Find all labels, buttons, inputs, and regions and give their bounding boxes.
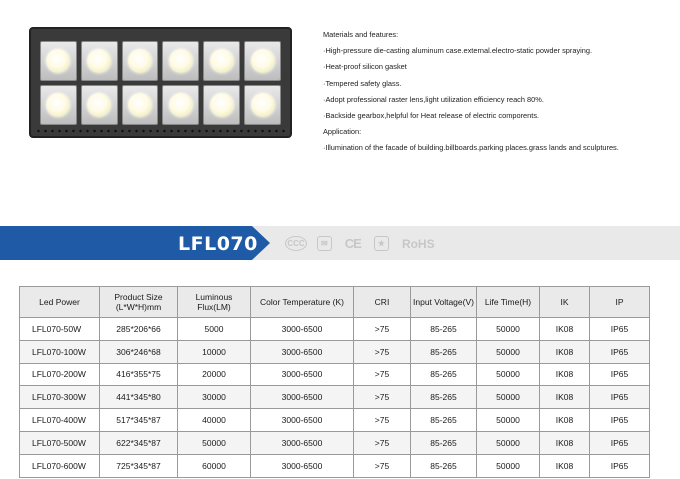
led-chip	[169, 49, 193, 73]
table-cell: >75	[354, 318, 411, 341]
feature-item: ·Adopt professional raster lens,light utilization efficiency reach 80%.	[323, 94, 544, 104]
table-cell: 10000	[178, 340, 251, 363]
led-chip	[128, 49, 152, 73]
table-cell: IP65	[590, 431, 650, 454]
table-cell: 3000-6500	[251, 454, 354, 477]
feature-item: ·Backside gearbox,helpful for Heat release of electric comporents.	[323, 111, 540, 121]
table-cell: >75	[354, 431, 411, 454]
table-cell: >75	[354, 386, 411, 409]
table-cell: 50000	[477, 386, 540, 409]
table-cell: 85-265	[411, 363, 477, 386]
table-cell: IP65	[590, 454, 650, 477]
table-cell: IK08	[540, 386, 590, 409]
table-cell: 50000	[477, 363, 540, 386]
led-chip	[251, 93, 275, 117]
table-cell: IK08	[540, 409, 590, 432]
table-cell: IK08	[540, 340, 590, 363]
table-cell: 85-265	[411, 454, 477, 477]
table-cell: 50000	[477, 409, 540, 432]
table-cell: IP65	[590, 340, 650, 363]
led-chip	[128, 93, 152, 117]
table-row	[20, 431, 650, 454]
features-section	[323, 27, 678, 157]
table-cell: 3000-6500	[251, 363, 354, 386]
application-text: ·Illumination of the facade of building.billboards.parking places.grass lands and sculptures.	[323, 143, 619, 153]
table-row	[20, 340, 650, 363]
table-cell: >75	[354, 340, 411, 363]
led-cell	[203, 85, 240, 125]
table-cell: LFL070-100W	[20, 340, 100, 363]
led-cell	[162, 85, 199, 125]
table-cell: LFL070-400W	[20, 409, 100, 432]
table-cell: 441*345*80	[100, 386, 178, 409]
table-cell: 50000	[477, 431, 540, 454]
table-cell: IK08	[540, 454, 590, 477]
table-cell: 3000-6500	[251, 431, 354, 454]
weee-icon: ★	[374, 236, 389, 251]
table-cell: 50000	[477, 340, 540, 363]
led-cell	[122, 41, 159, 81]
column-header: Led Power	[20, 287, 100, 318]
column-header: Life Time(H)	[477, 287, 540, 318]
table-cell: 3000-6500	[251, 386, 354, 409]
table-cell: 50000	[477, 454, 540, 477]
table-cell: IK08	[540, 318, 590, 341]
column-header: Luminous Flux(LM)	[178, 287, 251, 318]
table-cell: IK08	[540, 363, 590, 386]
led-cell	[81, 85, 118, 125]
table-cell: 306*246*68	[100, 340, 178, 363]
cert-logos	[285, 236, 438, 251]
table-cell: 50000	[477, 318, 540, 341]
led-chip	[87, 49, 111, 73]
spec-table	[19, 286, 650, 478]
table-cell: LFL070-600W	[20, 454, 100, 477]
mount-holes	[35, 129, 286, 133]
table-cell: LFL070-200W	[20, 363, 100, 386]
led-chip	[87, 93, 111, 117]
ce-icon: CE	[344, 236, 361, 251]
column-header: IP	[590, 287, 650, 318]
column-header: Product Size (L*W*H)mm	[100, 287, 178, 318]
table-cell: 20000	[178, 363, 251, 386]
sound-icon: ✉	[317, 236, 332, 251]
features-heading: Materials and features:	[323, 30, 399, 39]
led-chip	[46, 93, 70, 117]
led-chip	[210, 93, 234, 117]
table-cell: 725*345*87	[100, 454, 178, 477]
model-title: LFL070	[178, 233, 258, 255]
table-cell: 285*206*66	[100, 318, 178, 341]
table-cell: 3000-6500	[251, 318, 354, 341]
table-cell: LFL070-50W	[20, 318, 100, 341]
column-header: Color Temperature (K)	[251, 287, 354, 318]
rohs-icon: RoHS	[401, 236, 435, 251]
feature-item: ·High-pressure die-casting aluminum case.external.electro-static powder spraying.	[323, 46, 593, 56]
table-cell: LFL070-500W	[20, 431, 100, 454]
table-cell: 85-265	[411, 340, 477, 363]
table-cell: 517*345*87	[100, 409, 178, 432]
table-cell: 5000	[178, 318, 251, 341]
table-cell: 40000	[178, 409, 251, 432]
table-cell: 85-265	[411, 409, 477, 432]
table-cell: 622*345*87	[100, 431, 178, 454]
table-cell: 3000-6500	[251, 409, 354, 432]
table-cell: IP65	[590, 318, 650, 341]
product-image	[29, 27, 292, 138]
ccc-icon: CCC	[285, 236, 307, 251]
table-cell: 50000	[178, 431, 251, 454]
feature-item: ·Heat-proof silicon gasket	[323, 62, 407, 72]
led-chip	[251, 49, 275, 73]
led-cell	[203, 41, 240, 81]
table-cell: >75	[354, 454, 411, 477]
table-cell: IP65	[590, 409, 650, 432]
led-chip	[210, 49, 234, 73]
table-cell: >75	[354, 409, 411, 432]
table-cell: IK08	[540, 431, 590, 454]
feature-item: ·Tempered safety glass.	[323, 78, 402, 88]
led-module-grid	[40, 41, 281, 125]
led-cell	[162, 41, 199, 81]
table-cell: 85-265	[411, 318, 477, 341]
led-chip	[46, 49, 70, 73]
table-cell: 3000-6500	[251, 340, 354, 363]
model-banner	[0, 226, 680, 260]
led-chip	[169, 93, 193, 117]
table-cell: 30000	[178, 386, 251, 409]
table-cell: IP65	[590, 363, 650, 386]
table-cell: 60000	[178, 454, 251, 477]
table-row	[20, 454, 650, 477]
table-row	[20, 386, 650, 409]
led-cell	[244, 41, 281, 81]
table-cell: >75	[354, 363, 411, 386]
table-row	[20, 363, 650, 386]
led-cell	[244, 85, 281, 125]
led-cell	[81, 41, 118, 81]
table-header-row	[20, 287, 650, 318]
column-header: Input Voltage(V)	[411, 287, 477, 318]
table-cell: 85-265	[411, 386, 477, 409]
table-cell: IP65	[590, 386, 650, 409]
column-header: IK	[540, 287, 590, 318]
table-cell: LFL070-300W	[20, 386, 100, 409]
table-cell: 416*355*75	[100, 363, 178, 386]
led-cell	[122, 85, 159, 125]
led-cell	[40, 85, 77, 125]
table-cell: 85-265	[411, 431, 477, 454]
table-row	[20, 409, 650, 432]
table-row	[20, 318, 650, 341]
column-header: CRI	[354, 287, 411, 318]
application-heading: Application:	[323, 127, 362, 137]
led-cell	[40, 41, 77, 81]
